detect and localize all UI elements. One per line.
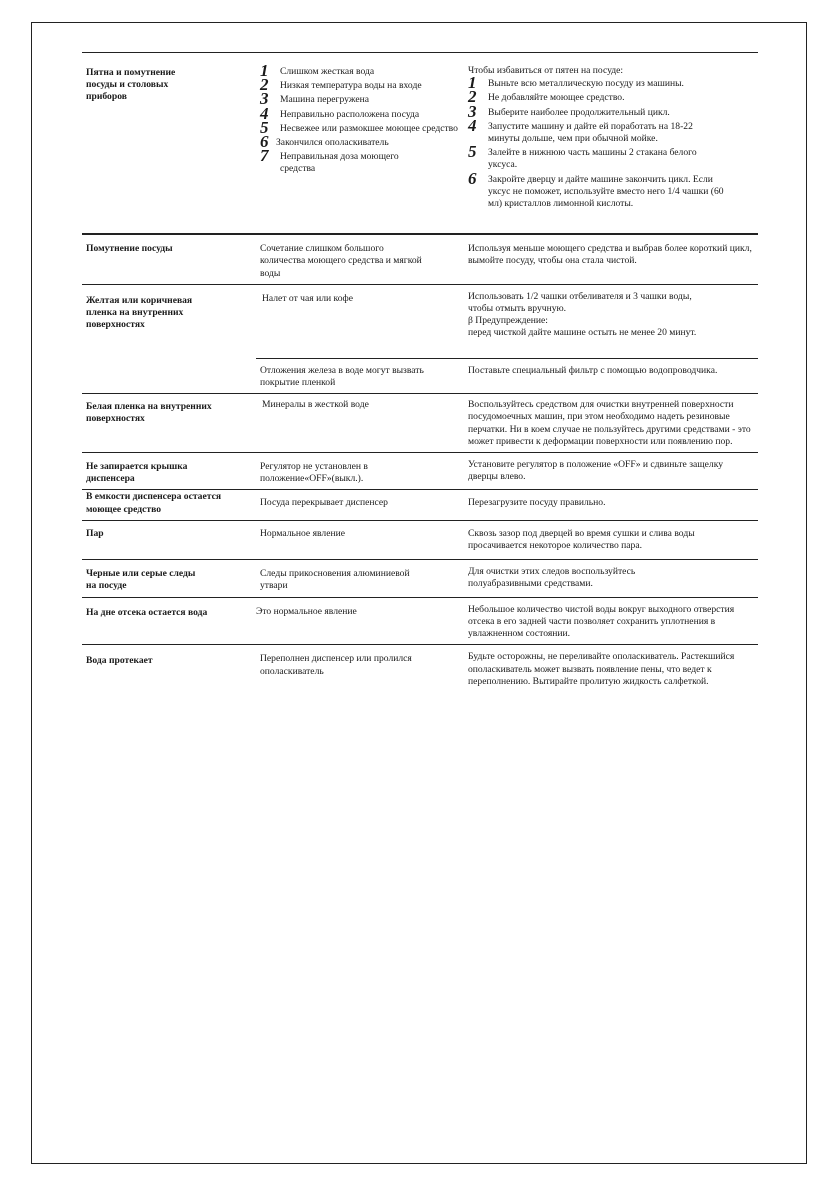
list-item: 5 Залейте в нижнюю часть машины 2 стакана белого уксуса. bbox=[468, 142, 697, 171]
list-item: 6 Закройте дверцу и дайте машине закончить цикл. Если уксус не поможет, используйте вместо него 1/4 чашки (60 мл) кристаллов лимонной кислоты. bbox=[468, 168, 724, 210]
list-item: 1 Выньте всю металлическую посуду из машины. bbox=[468, 73, 684, 93]
solution-cell: Воспользуйтесь средством для очистки внутренней поверхности посудомоечных машин, при этом необходимо надеть резиновые перчатки. Ни в коем случае не пользуйтесь другими средствами - это может привести к деформации поверхности или появлению пор. bbox=[468, 399, 751, 447]
solution-cell: Сквозь зазор под дверцей во время сушки и слива воды просачивается некоторое количество пара. bbox=[468, 527, 695, 552]
causes-list bbox=[256, 53, 466, 215]
problem-cell: Черные или серые следы на посуде bbox=[86, 568, 196, 592]
cause-cell: Переполнен диспенсер или пролился ополаскиватель bbox=[260, 653, 412, 677]
cause-cell: Налет от чая или кофе bbox=[262, 292, 353, 304]
problem-cell: Желтая или коричневая пленка на внутренних поверхностях bbox=[86, 294, 193, 331]
problem-cell: Пар bbox=[86, 527, 104, 539]
table-row bbox=[82, 452, 758, 489]
cause-cell: Следы прикосновения алюминиевой утвари bbox=[260, 568, 410, 592]
cause-cell: Посуда перекрывает диспенсер bbox=[260, 497, 388, 509]
solution-steps bbox=[466, 53, 758, 215]
table-row bbox=[82, 644, 758, 692]
problem-cell: В емкости диспенсера остается моющее средство bbox=[86, 491, 222, 515]
problem-cell: Вода протекает bbox=[86, 655, 153, 667]
list-item: 2 Не добавляйте моющее средство. bbox=[468, 87, 625, 107]
table-row bbox=[82, 393, 758, 452]
list-item: 4 Запустите машину и дайте ей поработать на 18-22 минуты дольше, чем при обычной мойке. bbox=[468, 115, 693, 145]
list-item: 1 Слишком жесткая вода bbox=[260, 61, 375, 80]
solution-cell: Для очистки этих следов воспользуйтесь полуабразивными средствами. bbox=[468, 566, 636, 590]
solution-cell: Перезагрузите посуду правильно. bbox=[468, 497, 606, 509]
solution-cell: Используя меньше моющего средства и выбрав более короткий цикл, вымойте посуду, чтобы она стала чистой. bbox=[468, 243, 752, 267]
list-item: 6 Закончился ополаскиватель bbox=[260, 132, 389, 152]
list-item: 2 Низкая температура воды на входе bbox=[260, 75, 422, 95]
solution-cell: Поставьте специальный фильтр с помощью водопроводчика. bbox=[466, 358, 758, 393]
solution-cell bbox=[466, 285, 758, 358]
table-row bbox=[82, 489, 758, 519]
cause-cell: Отложения железа в воде могут вызвать покрытие пленкой bbox=[256, 358, 466, 393]
problem-cell: Не запирается крышка диспенсера bbox=[86, 461, 188, 485]
list-item: 3 Выберите наиболее продолжительный цикл. bbox=[468, 101, 670, 121]
list-item: 5 Несвежее или размокшее моющее средство bbox=[260, 117, 458, 137]
cause-cell: Нормальное явление bbox=[260, 527, 345, 539]
solution-line: Использовать 1/2 чашки отбеливателя и 3 чашки воды, чтобы отмыть вручную. bbox=[468, 290, 692, 315]
table-row bbox=[82, 233, 758, 284]
list-item: 7 Неправильная доза моющего средства bbox=[260, 146, 399, 175]
table-row bbox=[82, 284, 758, 393]
solution-cell: Будьте осторожны, не переливайте ополаскиватель. Растекшийся ополаскиватель может вызвать появление пены, что ведет к переполнению. Вытирайте пролитую жидкость салфеткой. bbox=[468, 651, 735, 687]
problem-cell: Помутнение посуды bbox=[86, 243, 173, 255]
table-row bbox=[82, 52, 758, 233]
cause-cell: Сочетание слишком большого количества моющего средства и мягкой воды bbox=[260, 243, 422, 279]
problem-cell: На дне отсека остается вода bbox=[86, 606, 208, 618]
cause-cell: Регулятор не установлен в положение«OFF»(выкл.). bbox=[260, 461, 368, 485]
troubleshooting-table bbox=[82, 52, 758, 692]
solution-cell: Установите регулятор в положение «OFF» и сдвиньте защелку дверцы влево. bbox=[468, 459, 724, 483]
problem-cell: Пятна и помутнение посуды и столовых приборов bbox=[86, 67, 176, 103]
solution-cell: Небольшое количество чистой воды вокруг выходного отверстия отсека в его задней части позволяет сохранить уплотнения в увлажненном состоянии. bbox=[468, 603, 735, 640]
table-row bbox=[82, 559, 758, 596]
cause-cell: Минералы в жесткой воде bbox=[262, 399, 369, 411]
solution-intro: Чтобы избавиться от пятен на посуде: bbox=[468, 65, 624, 76]
cause-cell: Это нормальное явление bbox=[256, 605, 357, 617]
table-row bbox=[82, 597, 758, 645]
table-row bbox=[82, 520, 758, 559]
problem-cell: Белая пленка на внутренних поверхностях bbox=[86, 401, 212, 425]
solution-line: перед чисткой дайте машине остыть не менее 20 минут. bbox=[468, 327, 697, 339]
list-item: 3 Машина перегружена bbox=[260, 89, 369, 109]
list-item: 4 Неправильно расположена посуда bbox=[260, 103, 420, 123]
warning-label: β Предупреждение: bbox=[468, 315, 548, 327]
